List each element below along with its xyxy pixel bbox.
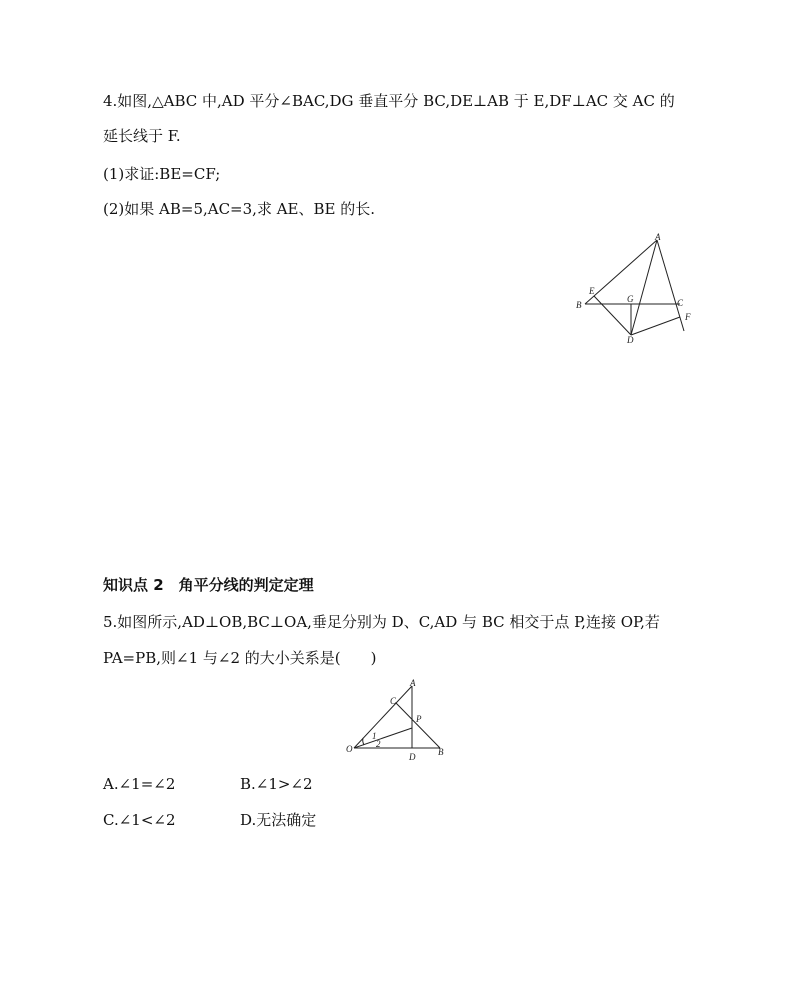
q4-segment-ac — [657, 240, 684, 331]
q4-label-b: B — [576, 300, 582, 310]
q4-label-f: F — [685, 312, 691, 322]
q5-segment-oa — [354, 686, 412, 748]
q4-text-line2: 延长线于 F. — [103, 127, 181, 145]
q5-option-a[interactable]: A.∠1=∠2 — [103, 775, 176, 793]
q5-label-a: A — [410, 678, 416, 688]
q5-option-b[interactable]: B.∠1>∠2 — [240, 775, 313, 793]
q4-segment-df — [631, 317, 680, 335]
q5-label-b: B — [438, 747, 444, 757]
q4-segment-ab — [585, 240, 657, 304]
section-heading: 知识点 2 角平分线的判定定理 — [103, 576, 314, 594]
q5-label-d: D — [409, 752, 416, 762]
q5-option-c[interactable]: C.∠1<∠2 — [103, 811, 176, 829]
q4-part2: (2)如果 AB=5,AC=3,求 AE、BE 的长. — [103, 200, 376, 218]
q5-text-line1: 5.如图所示,AD⊥OB,BC⊥OA,垂足分别为 D、C,AD 与 BC 相交于点 P,连接 OP,若 — [103, 613, 660, 631]
q5-angle-arc — [363, 738, 364, 745]
q4-segment-de — [594, 296, 631, 335]
q5-label-c: C — [390, 696, 397, 706]
q5-label-angle2: 2 — [376, 739, 381, 749]
q4-label-c: C — [677, 298, 684, 308]
q5-label-o: O — [346, 744, 353, 754]
q5-text-line2: PA=PB,则∠1 与∠2 的大小关系是( ) — [103, 649, 377, 667]
q4-label-a: A — [655, 232, 661, 242]
q5-segment-op — [354, 728, 412, 748]
q4-segment-ad — [631, 240, 657, 335]
q4-label-e: E — [589, 286, 595, 296]
q4-label-g: G — [627, 294, 634, 304]
q4-part1: (1)求证:BE=CF; — [103, 165, 221, 183]
q5-label-p: P — [416, 714, 422, 724]
q5-segment-bc — [396, 703, 440, 748]
q4-text-line1: 4.如图,△ABC 中,AD 平分∠BAC,DG 垂直平分 BC,DE⊥AB 于 E,DF⊥AC 交 AC 的 — [103, 92, 675, 110]
q5-label-angle1: 1 — [372, 731, 377, 741]
q5-option-d[interactable]: D.无法确定 — [240, 811, 317, 829]
q4-label-d: D — [627, 335, 634, 345]
